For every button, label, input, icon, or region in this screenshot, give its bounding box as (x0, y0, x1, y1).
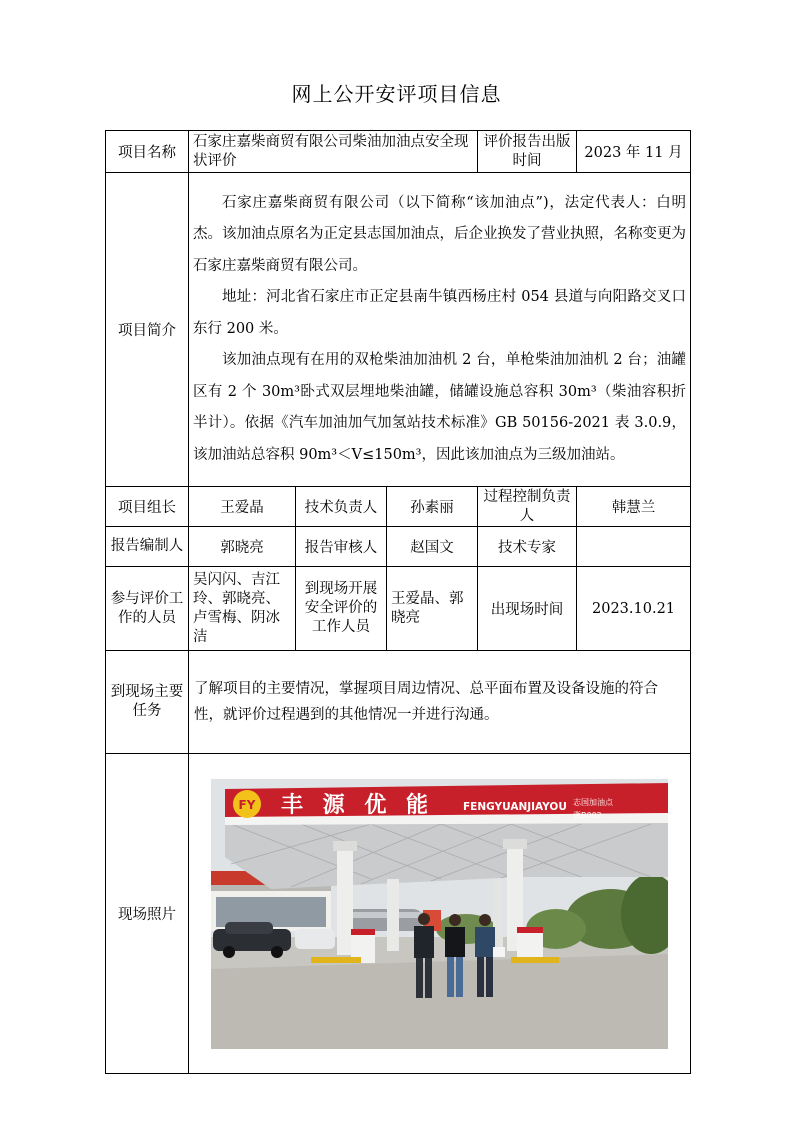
project-intro-label: 项目简介 (106, 173, 189, 487)
page-title: 网上公开安评项目信息 (291, 82, 502, 106)
row-project-name (106, 131, 691, 173)
row-site-photo (106, 754, 691, 1074)
leader-value: 王爱晶 (189, 487, 296, 527)
report-writer-label: 报告编制人 (106, 527, 189, 567)
project-info-table (105, 130, 691, 1074)
sign-brand-english: FENGYUANJIAYOU (463, 800, 567, 813)
site-photo (211, 779, 668, 1049)
process-control-label: 过程控制负责人 (478, 487, 577, 527)
report-reviewer-label: 报告审核人 (296, 527, 387, 567)
onsite-staff-value: 王爱晶、郭晓亮 (387, 567, 478, 651)
report-reviewer-value: 赵国文 (387, 527, 478, 567)
leader-label: 项目组长 (106, 487, 189, 527)
intro-paragraph: 地址：河北省石家庄市正定县南牛镇西杨庄村 054 县道与向阳路交叉口东行 200 米。 (193, 289, 687, 337)
tech-expert-label: 技术专家 (478, 527, 577, 567)
main-task-label: 到现场主要任务 (106, 651, 189, 754)
sign-station-name: 志国加油点 (573, 797, 613, 807)
site-photo-cell (189, 754, 691, 1074)
onsite-staff-label: 到现场开展安全评价的工作人员 (296, 567, 387, 651)
participants-value: 吴闪闪、吉江玲、郭晓亮、卢雪梅、阴冰洁 (189, 567, 296, 651)
participants-label: 参与评价工作的人员 (106, 567, 189, 651)
report-date-value: 2023 年 11 月 (577, 131, 691, 173)
row-participants (106, 567, 691, 651)
main-task-value: 了解项目的主要情况，掌握项目周边情况、总平面布置及设备设施的符合性，就评价过程遇到的其他情况一并进行沟通。 (189, 651, 691, 754)
tech-lead-label: 技术负责人 (296, 487, 387, 527)
row-team-2 (106, 527, 691, 567)
row-team-1 (106, 487, 691, 527)
intro-paragraph: 该加油点现有在用的双枪柴油加油机 2 台，单枪柴油加油机 2 台；油罐区有 2 个 30m³卧式双层埋地柴油罐，储罐设施总容积 30m³（柴油容积折半计）。依据《汽车加油加气加氢站技术标准》GB 50156-2021 表 3.0.9，该加油站总容积 90m³＜V≤150m³，因此该加油点为三级加油站。 (193, 352, 687, 463)
process-control-value: 韩慧兰 (577, 487, 691, 527)
project-name-label: 项目名称 (106, 131, 189, 173)
brand-logo: FY (238, 797, 256, 812)
onsite-time-value: 2023.10.21 (577, 567, 691, 651)
tech-expert-value (577, 527, 691, 567)
row-main-task (106, 651, 691, 754)
onsite-time-label: 出现场时间 (478, 567, 577, 651)
project-intro-content (189, 173, 691, 487)
report-writer-value: 郭晓亮 (189, 527, 296, 567)
intro-paragraph: 石家庄嘉柴商贸有限公司（以下简称“该加油点”)，法定代表人：白明杰。该加油点原名为正定县志国加油点，后企业换发了营业执照，名称变更为石家庄嘉柴商贸有限公司。 (193, 194, 687, 274)
tech-lead-value: 孙素丽 (387, 487, 478, 527)
sign-brand-chinese: 丰 源 优 能 (281, 792, 434, 818)
site-photo-label: 现场照片 (106, 754, 189, 1074)
report-date-label: 评价报告出版时间 (478, 131, 577, 173)
project-name-value: 石家庄嘉柴商贸有限公司柴油加油点安全现状评价 (189, 131, 478, 173)
sign-station-code: 冀B002 (573, 810, 602, 820)
row-project-intro (106, 173, 691, 487)
